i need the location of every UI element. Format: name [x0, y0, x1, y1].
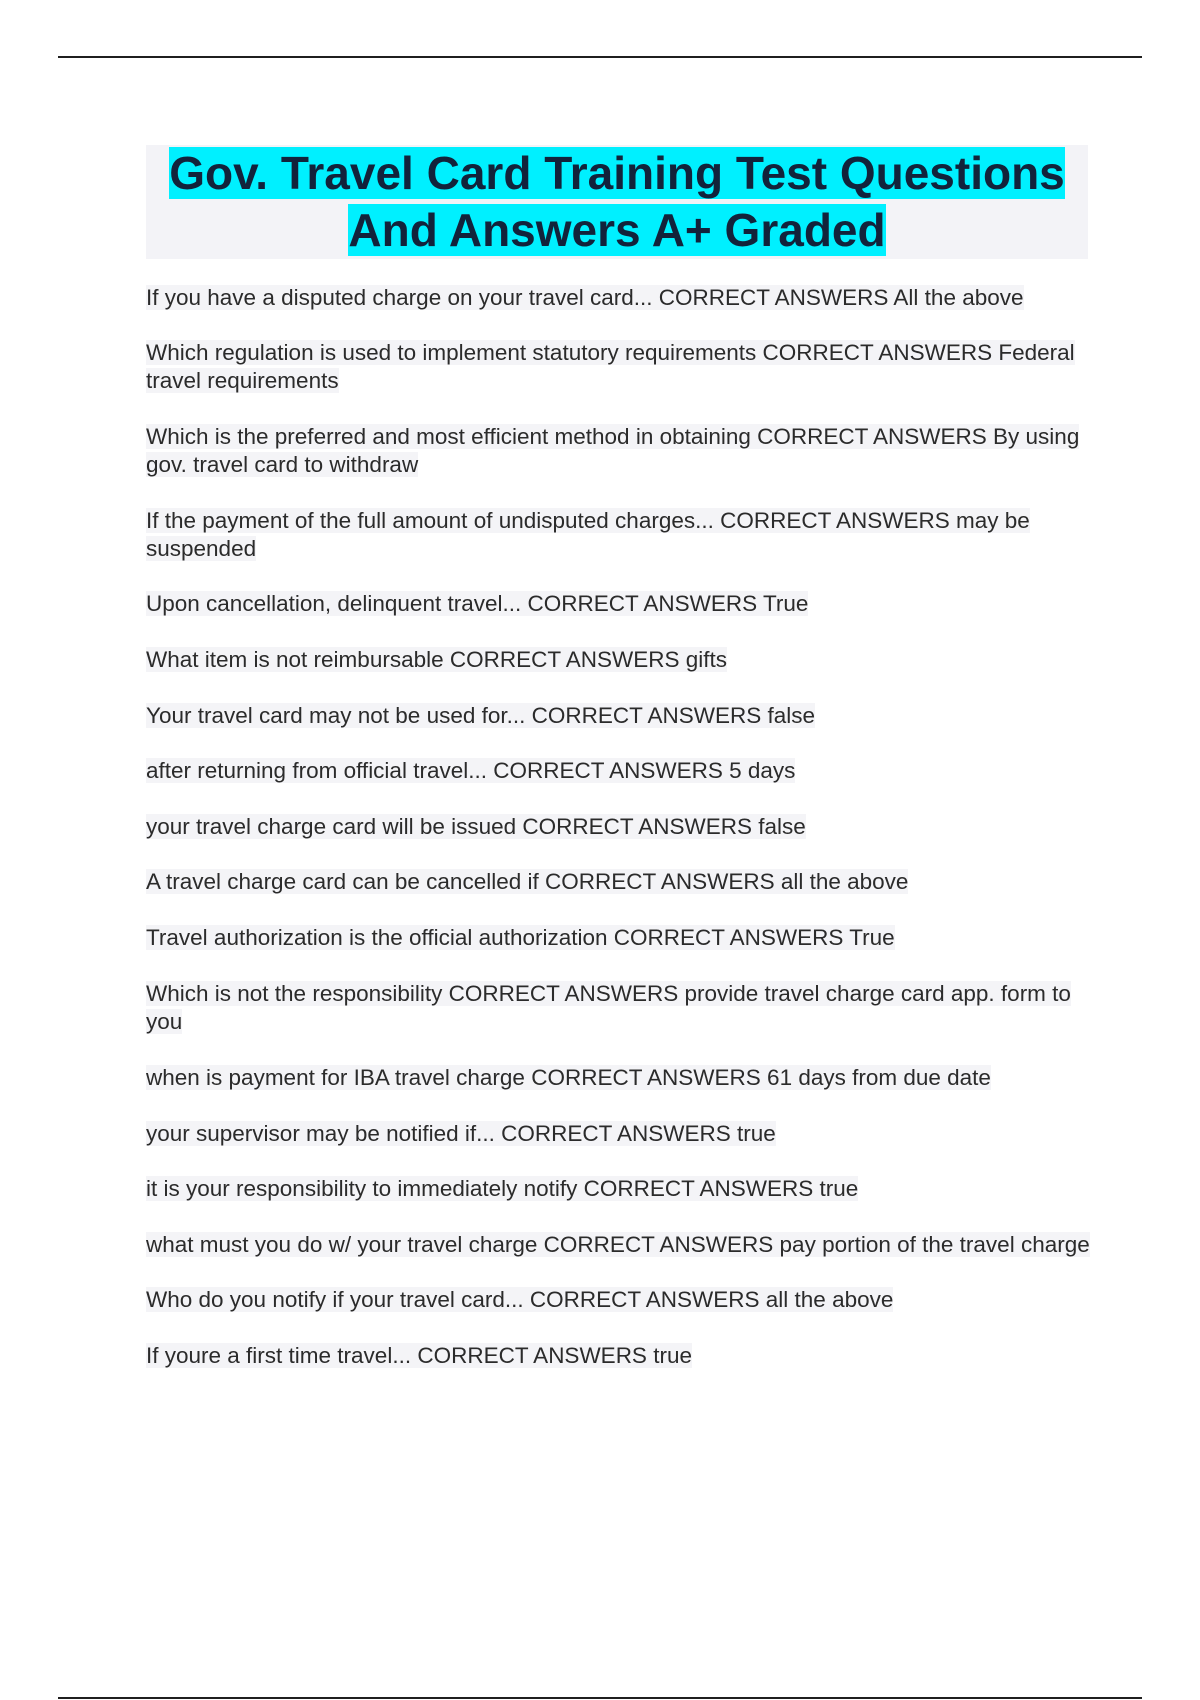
qa-item-text: Travel authorization is the official authorization CORRECT ANSWERS True	[146, 925, 895, 950]
qa-item	[146, 1342, 1090, 1370]
qa-item	[146, 813, 1090, 841]
qa-item	[146, 646, 1090, 674]
qa-item	[146, 590, 1090, 618]
qa-item-text: Your travel card may not be used for... CORRECT ANSWERS false	[146, 703, 816, 728]
qa-item	[146, 284, 1090, 312]
qa-item-text: after returning from official travel... CORRECT ANSWERS 5 days	[146, 758, 796, 783]
qa-item-text: If you have a disputed charge on your travel card... CORRECT ANSWERS All the above	[146, 285, 1024, 310]
qa-item	[146, 507, 1090, 563]
qa-item-text: Which is the preferred and most efficient method in obtaining CORRECT ANSWERS By using gov. travel card to withdraw	[146, 424, 1080, 477]
qa-item-text: it is your responsibility to immediately notify CORRECT ANSWERS true	[146, 1176, 859, 1201]
qa-item	[146, 924, 1090, 952]
document-title: Gov. Travel Card Training Test Questions And Answers A+ Graded	[169, 147, 1065, 256]
qa-item-text: What item is not reimbursable CORRECT ANSWERS gifts	[146, 647, 727, 672]
qa-item	[146, 702, 1090, 730]
qa-item-text: Which regulation is used to implement statutory requirements CORRECT ANSWERS Federal travel requirements	[146, 340, 1075, 393]
qa-item	[146, 339, 1090, 395]
qa-item	[146, 980, 1090, 1036]
document-title-block	[146, 145, 1088, 259]
qa-list	[146, 284, 1090, 1370]
qa-item-text: your travel charge card will be issued CORRECT ANSWERS false	[146, 814, 806, 839]
qa-item	[146, 423, 1090, 479]
qa-item	[146, 1064, 1090, 1092]
qa-item-text: your supervisor may be notified if... CORRECT ANSWERS true	[146, 1121, 776, 1146]
top-rule	[58, 56, 1142, 58]
qa-item-text: Upon cancellation, delinquent travel... CORRECT ANSWERS True	[146, 591, 809, 616]
qa-item-text: what must you do w/ your travel charge CORRECT ANSWERS pay portion of the travel charge	[146, 1232, 1090, 1257]
qa-item-text: A travel charge card can be cancelled if CORRECT ANSWERS all the above	[146, 869, 909, 894]
qa-item	[146, 1286, 1090, 1314]
qa-item-text: If the payment of the full amount of undisputed charges... CORRECT ANSWERS may be suspended	[146, 508, 1030, 561]
qa-item	[146, 757, 1090, 785]
qa-item-text: when is payment for IBA travel charge CORRECT ANSWERS 61 days from due date	[146, 1065, 991, 1090]
qa-item	[146, 1120, 1090, 1148]
qa-item-text: Who do you notify if your travel card... CORRECT ANSWERS all the above	[146, 1287, 894, 1312]
qa-item-text: If youre a first time travel... CORRECT ANSWERS true	[146, 1343, 692, 1368]
qa-item	[146, 868, 1090, 896]
bottom-rule	[58, 1697, 1142, 1699]
qa-item	[146, 1231, 1090, 1259]
qa-item-text: Which is not the responsibility CORRECT ANSWERS provide travel charge card app. form to you	[146, 981, 1071, 1034]
qa-item	[146, 1175, 1090, 1203]
